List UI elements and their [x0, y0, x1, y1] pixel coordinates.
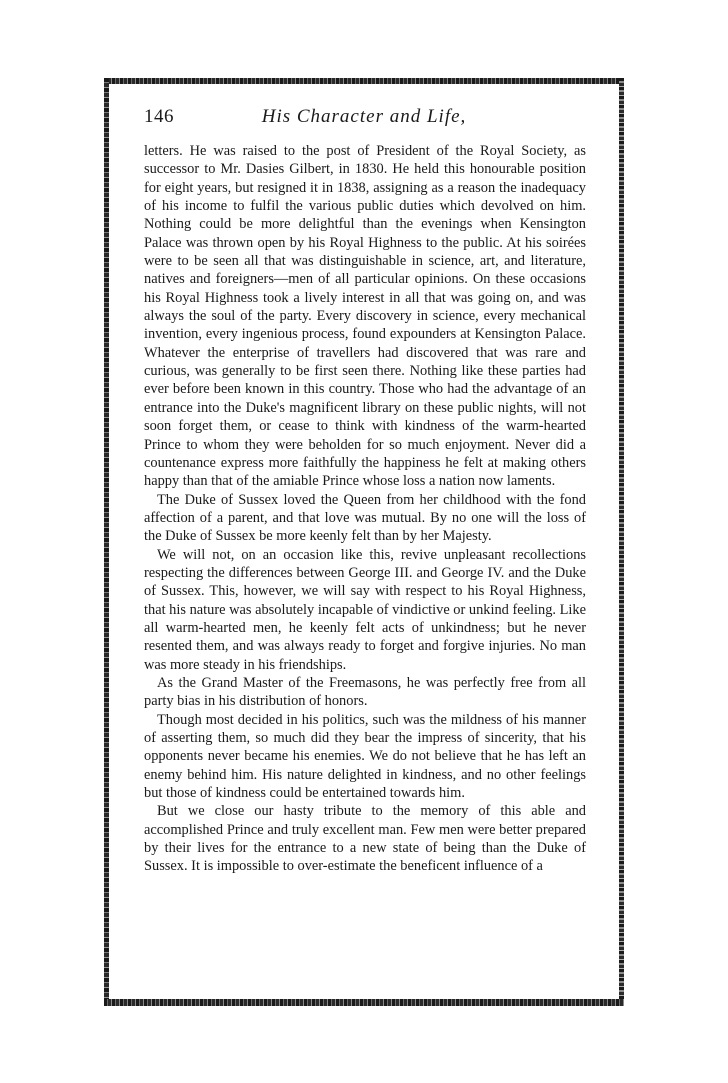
- paragraph: Though most decided in his politics, such was the mildness of his manner of asserting them, so much did they bear the impress of sincerity, that his opponents never became his enemies. We do not believe that he has left an enemy behind him. His nature delighted in kindness, and no other feelings but those of kindness could be entertained towards him.: [144, 711, 586, 802]
- paragraph: We will not, on an occasion like this, revive unpleasant recollections respecting the differences between George III. and George IV. and the Duke of Sussex. This, however, we will say with respect to his Royal Highness, that his nature was absolutely incapable of vindictive or unkind feeling. Like all warm-hearted men, he keenly felt acts of unkindness; but he never resented them, and was always ready to forget and forgive injuries. No man was more steady in his friendships.: [144, 546, 586, 673]
- right-border-rule: [619, 78, 624, 1006]
- body-text: [144, 142, 586, 876]
- paragraph: As the Grand Master of the Freemasons, he was perfectly free from all party bias in his distribution of honors.: [144, 674, 586, 710]
- page-header: [144, 106, 584, 134]
- left-border-rule: [104, 78, 109, 1006]
- paragraph: letters. He was raised to the post of President of the Royal Society, as successor to Mr. Dasies Gilbert, in 1830. He held this honourable position for eight years, but resigned it in 1838, assigning as a reason the inadequacy of his income to fulfil the various public duties which devolved on him. Nothing could be more delightful than the evenings when Kensington Palace was thrown open by his Royal Highness to the public. At his soirées were to be seen all that was distinguishable in science, art, and literature, natives and foreigners—men of all particular opinions. On these occasions his Royal Highness took a lively interest in all that was going on, and was always the soul of the party. Every discovery in science, every mechanical invention, every ingenious process, found expounders at Kensington Palace. Whatever the enterprise of travellers had discovered that was rare and curious, was generally to be first seen there. Nothing like these parties had ever before been known in this country. Those who had the advantage of an entrance into the Duke's magnificent library on these public nights, will not soon forget them, or cease to think with kindness of the warm-hearted Prince to whom they were beholden for so much enjoyment. Never did a countenance express more faithfully the happiness he felt at making others happy than that of the amiable Prince whose loss a nation now laments.: [144, 143, 586, 490]
- paragraph: The Duke of Sussex loved the Queen from her childhood with the fond affection of a parent, and that love was mutual. By no one will the loss of the Duke of Sussex be more keenly felt than by her Majesty.: [144, 491, 586, 545]
- bottom-border-rule: [104, 999, 624, 1006]
- top-border-rule: [104, 78, 624, 84]
- paragraph: But we close our hasty tribute to the memory of this able and accomplished Prince and truly excellent man. Few men were better prepared by their lives for the entrance to a new state of being than the Duke of Sussex. It is impossible to over-estimate the beneficent influence of a: [144, 803, 586, 875]
- page-frame: [104, 78, 624, 1006]
- running-title: His Character and Life,: [261, 106, 467, 127]
- page-number: 146: [144, 106, 174, 127]
